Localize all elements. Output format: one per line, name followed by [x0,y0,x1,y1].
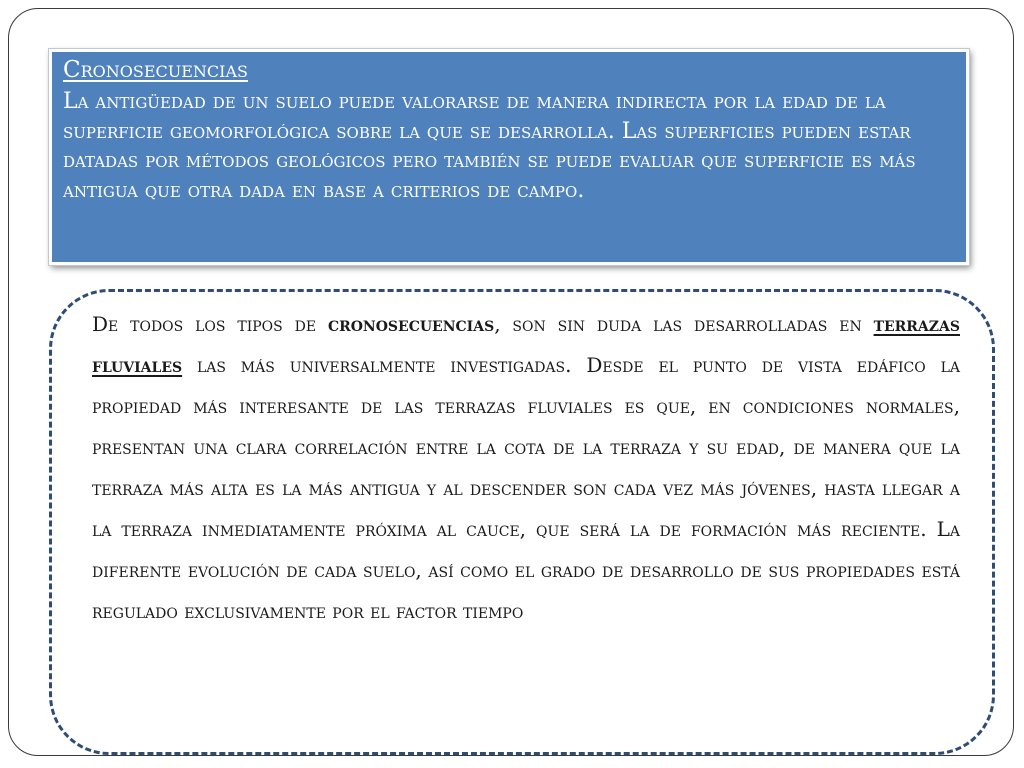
body-text-part2: , son sin duda las desarrolladas en [494,312,874,336]
slide-frame [8,8,1014,756]
body-text-part3: las más universalmente investigadas. Desde el punto de vista edáfico la propiedad más interesante de las terrazas fluviales es que, en condiciones normales, presentan una clara correlación entre la cota de la terraza y su edad, de manera que la terraza más alta es la más antigua y al descender son cada vez más jóvenes, hasta llegar a la terraza inmediatamente próxima al cauce, que será la de formación más reciente. La diferente evolución de cada suelo, así como el grado de desarrollo de sus propiedades está regulado exclusivamente por el factor tiempo [92,353,960,623]
keyword-cronosecuencias: cronosecuencias [327,312,495,336]
body-paragraph [92,304,960,632]
header-text: La antigüedad de un suelo puede valorarse de manera indirecta por la edad de la superficie geomorfológica sobre la que se desarrolla. Las superficies pueden estar datadas por métodos geológicos pero también se puede evaluar que superficie es más antigua que otra dada en base a criterios de campo. [63,89,916,203]
keyword-terrazas-fluviales: terrazas fluviales [92,312,960,377]
body-text-part1: De todos los tipos de [92,312,328,336]
header-title: Cronosecuencias [63,57,249,83]
header-box [49,49,969,265]
body-box [49,289,995,755]
